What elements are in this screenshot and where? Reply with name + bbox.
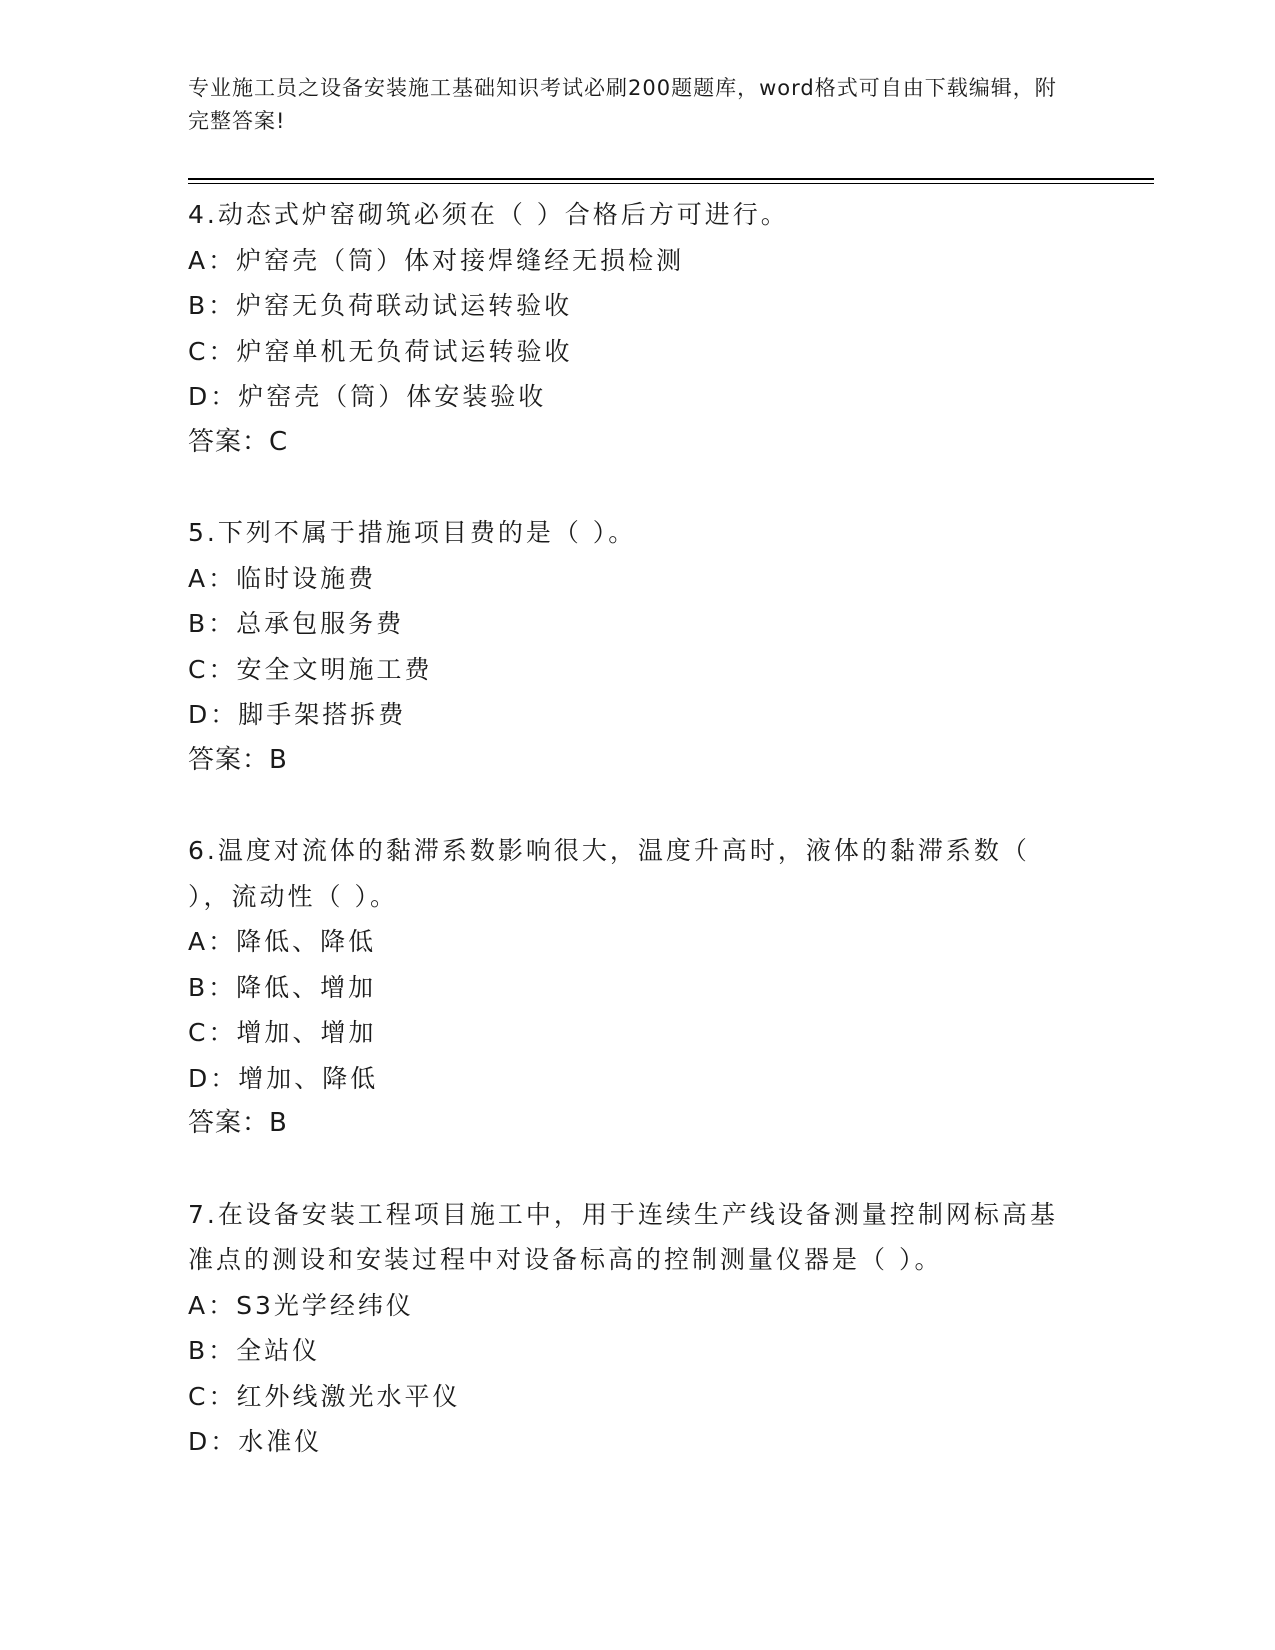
header-divider: [188, 178, 1154, 180]
question-6: [188, 828, 1068, 1147]
option-c: C：红外线激光水平仪: [188, 1381, 461, 1411]
question-list: [188, 192, 1068, 1510]
question-text: 5.下列不属于措施项目费的是（ ）。: [188, 518, 637, 547]
question-5: [188, 510, 1068, 783]
option-a: A：降低、降低: [188, 927, 377, 956]
answer: 答案：B: [188, 1108, 288, 1138]
question-text: 4.动态式炉窑砌筑必须在（ ）合格后方可进行。: [188, 200, 789, 229]
option-b: B：全站仪: [188, 1336, 321, 1365]
option-a: A：S3光学经纬仪: [188, 1290, 414, 1320]
answer: 答案：B: [188, 744, 288, 775]
question-text: 6.温度对流体的黏滞系数影响很大，温度升高时，液体的黏滞系数（ ），流动性（ ）。: [188, 836, 1030, 911]
question-text: 7.在设备安装工程项目施工中，用于连续生产线设备测量控制网标高基准点的测设和安装过程中对设备标高的控制测量仪器是（ ）。: [188, 1199, 1058, 1274]
option-d: D：增加、降低: [188, 1063, 379, 1093]
option-d: D：水准仪: [188, 1427, 323, 1456]
option-b: B：总承包服务费: [188, 609, 405, 638]
option-d: D：脚手架搭拆费: [188, 700, 407, 729]
document-header: 专业施工员之设备安装施工基础知识考试必刷200题题库，word格式可自由下载编辑，附完整答案!: [188, 76, 1057, 133]
question-7: [188, 1192, 1068, 1465]
option-a: A：临时设施费: [188, 563, 377, 593]
option-d: D：炉窑壳（筒）体安装验收: [188, 382, 547, 411]
option-a: A：炉窑壳（筒）体对接焊缝经无损检测: [188, 245, 685, 275]
option-c: C：安全文明施工费: [188, 654, 433, 684]
answer: 答案：C: [188, 426, 289, 457]
option-b: B：降低、增加: [188, 972, 377, 1002]
option-c: C：炉窑单机无负荷试运转验收: [188, 336, 573, 366]
option-c: C：增加、增加: [188, 1018, 377, 1047]
question-4: [188, 192, 1068, 465]
header-divider-thin: [188, 183, 1154, 184]
option-b: B：炉窑无负荷联动试运转验收: [188, 291, 573, 320]
